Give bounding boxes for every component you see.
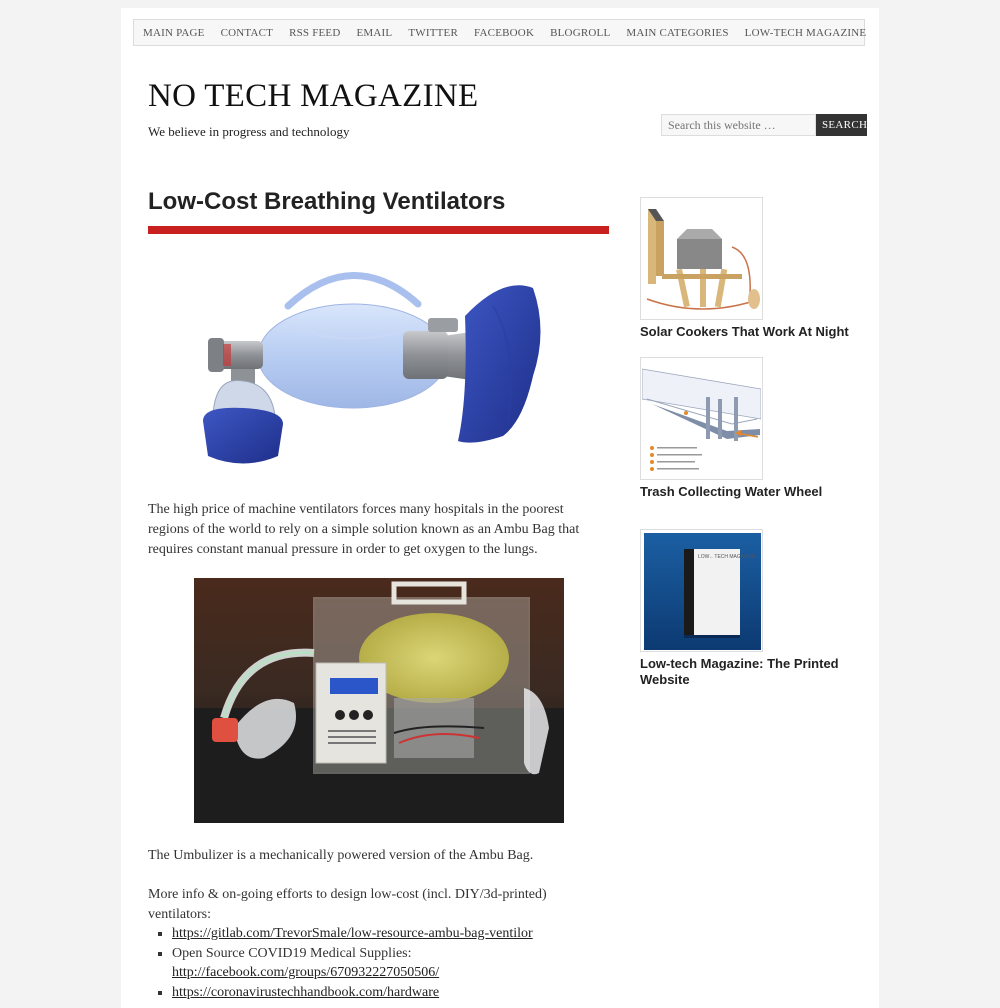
search-input[interactable]	[661, 114, 816, 136]
site-title[interactable]: NO TECH MAGAZINE	[148, 78, 479, 114]
sidebar-item-solar-cookers[interactable]	[640, 197, 860, 340]
nav-blogroll[interactable]: BLOGROLL	[550, 26, 611, 39]
post-paragraph-intro: The high price of machine ventilators forces many hospitals in the poorest regions of the world to rely on a simple solution known as an Ambu Bag that requires constant manual pressure in order to get oxygen to the lungs.	[148, 502, 580, 557]
list-item	[172, 983, 632, 1003]
post-title[interactable]: Low-Cost Breathing Ventilators	[148, 188, 506, 215]
resource-link[interactable]: https://coronavirustechhandbook.com/hardware	[172, 984, 440, 1000]
post-paragraph-umbulizer: The Umbulizer is a mechanically powered version of the Ambu Bag.	[148, 848, 534, 863]
search-form	[661, 114, 867, 136]
resource-link[interactable]: https://gitlab.com/TrevorSmale/low-resource-ambu-bag-ventilor	[172, 926, 533, 941]
post-paragraph-more-info: More info & on-going efforts to design low-cost (incl. DIY/3d-printed) ventilators:	[148, 887, 547, 922]
top-nav	[133, 19, 865, 46]
nav-facebook[interactable]: FACEBOOK	[474, 26, 535, 39]
printed-book-image	[642, 531, 761, 650]
solar-cooker-image	[642, 199, 761, 318]
title-underline	[148, 226, 609, 234]
nav-twitter[interactable]: TWITTER	[408, 26, 459, 39]
umbulizer-photo	[194, 578, 564, 823]
book-cover-text: LOW←TECH MAGAZINE	[698, 554, 756, 560]
water-wheel-image	[642, 359, 761, 478]
sidebar-item-title[interactable]: Solar Cookers That Work At Night	[640, 324, 849, 339]
ambu-bag-image	[203, 256, 558, 481]
sidebar-item-title[interactable]: Trash Collecting Water Wheel	[640, 484, 823, 499]
resource-links-list	[148, 924, 632, 1002]
sidebar-thumbnail[interactable]	[640, 357, 763, 480]
site-tagline: We believe in progress and technology	[148, 124, 350, 139]
list-item	[172, 944, 632, 983]
nav-main-page[interactable]: MAIN PAGE	[143, 26, 205, 39]
list-item	[172, 924, 632, 944]
nav-main-categories[interactable]: MAIN CATEGORIES	[626, 26, 729, 39]
sidebar-thumbnail[interactable]	[640, 197, 763, 320]
sidebar-item-title[interactable]: Low-tech Magazine: The Printed Website	[640, 656, 839, 687]
nav-email[interactable]: EMAIL	[356, 26, 393, 39]
nav-contact[interactable]: CONTACT	[220, 26, 274, 39]
resource-link[interactable]: http://facebook.com/groups/670932227050506/	[172, 965, 440, 980]
search-button[interactable]: SEARCH	[816, 114, 867, 136]
nav-low-tech-magazine[interactable]: LOW-TECH MAGAZINE	[744, 26, 867, 39]
nav-rss-feed[interactable]: RSS FEED	[289, 26, 341, 39]
sidebar-item-water-wheel[interactable]	[640, 357, 860, 500]
site-container	[121, 8, 879, 1008]
resource-link-prefix: Open Source COVID19 Medical Supplies:	[172, 945, 412, 961]
sidebar-item-printed-website[interactable]	[640, 529, 860, 688]
sidebar-thumbnail[interactable]	[640, 529, 763, 652]
